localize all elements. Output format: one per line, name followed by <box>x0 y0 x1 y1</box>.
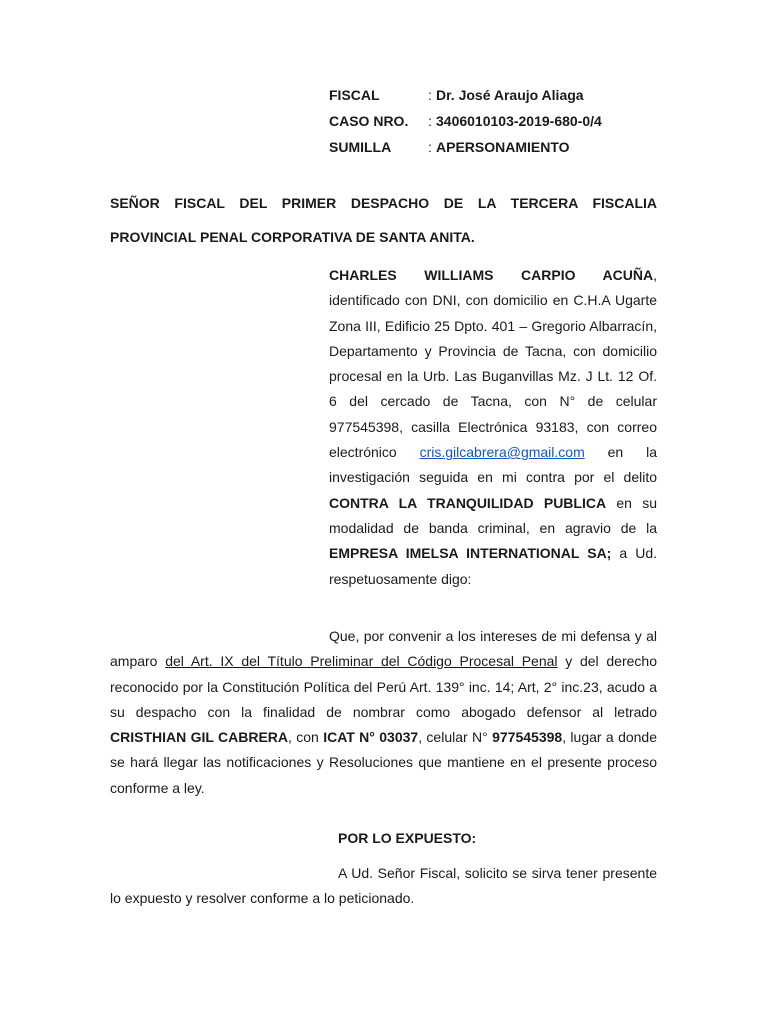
sumilla-row <box>329 138 659 164</box>
separator: : <box>428 113 432 129</box>
case-header <box>329 86 659 164</box>
por-lo-expuesto-heading: POR LO EXPUESTO: <box>338 830 477 846</box>
article-reference: del Art. IX del Título Preliminar del Código Procesal Penal <box>165 653 558 670</box>
body-text-3: , con <box>288 729 324 746</box>
fiscal-value: Dr. José Araujo Aliaga <box>436 87 584 103</box>
addressee-line-2: PROVINCIAL PENAL CORPORATIVA DE SANTA ANITA. <box>110 229 475 245</box>
caso-row <box>329 112 659 138</box>
icat-number: ICAT N° 03037 <box>323 729 419 746</box>
closing-text: A Ud. Señor Fiscal, solicito se sirva tener presente lo expuesto y resolver conforme a lo peticionado. <box>110 865 657 907</box>
caso-label: CASO NRO. <box>329 113 409 129</box>
body-text-5: , lugar a donde se hará llegar las notificaciones y Resoluciones que mantiene en el presente proceso conforme a ley. <box>110 729 657 796</box>
addressee-line-1: SEÑOR FISCAL DEL PRIMER DESPACHO DE LA TERCERA FISCALIA <box>110 195 657 211</box>
intro-text-3: en su modalidad de banda criminal, en agravio de la <box>329 494 657 536</box>
fiscal-label: FISCAL <box>329 87 380 103</box>
company-name: EMPRESA IMELSA INTERNATIONAL SA; <box>329 545 612 562</box>
petitioner-name: CHARLES WILLIAMS CARPIO ACUÑA <box>329 267 654 283</box>
addressee <box>110 186 657 254</box>
separator: : <box>428 87 432 103</box>
intro-text-1: , identificado con DNI, con domicilio en C.H.A Ugarte Zona III, Edificio 25 Dpto. 401 – Gregorio Albarracín, Departamento y Provincia de Tacna, con domicilio procesal en la Urb. Las Buganvillas Mz. J Lt. 12 Of. 6 del cercado de Tacna, con N° de celular 977545398, casilla Electrónica 93183, con correo electrónico <box>329 267 657 461</box>
sumilla-label: SUMILLA <box>329 139 392 155</box>
closing-paragraph <box>110 861 657 912</box>
sumilla-value: APERSONAMIENTO <box>436 139 570 155</box>
caso-value: 3406010103-2019-680-0/4 <box>436 113 602 129</box>
body-text-4: , celular N° <box>418 729 493 746</box>
intro-paragraph <box>329 263 657 592</box>
separator: : <box>428 139 432 155</box>
crime-name: CONTRA LA TRANQUILIDAD PUBLICA <box>329 494 607 511</box>
body-text-1: Que, por convenir a los intereses de mi defensa y al amparo <box>110 628 657 670</box>
lawyer-phone: 977545398 <box>492 729 563 746</box>
intro-text-2: en la investigación seguida en mi contra por el delito <box>329 444 657 486</box>
body-text-2: y del derecho reconocido por la Constitución Política del Perú Art. 139° inc. 14; Art, 2° inc.23, acudo a su despacho con la finalidad de nombrar como abogado defensor al letrado <box>110 653 657 720</box>
email-link[interactable]: cris.gilcabrera@gmail.com <box>419 444 585 461</box>
lawyer-name: CRISTHIAN GIL CABRERA <box>110 729 289 746</box>
intro-text-4: a Ud. respetuosamente digo: <box>329 545 657 587</box>
fiscal-row <box>329 86 659 112</box>
body-paragraph <box>110 624 657 801</box>
